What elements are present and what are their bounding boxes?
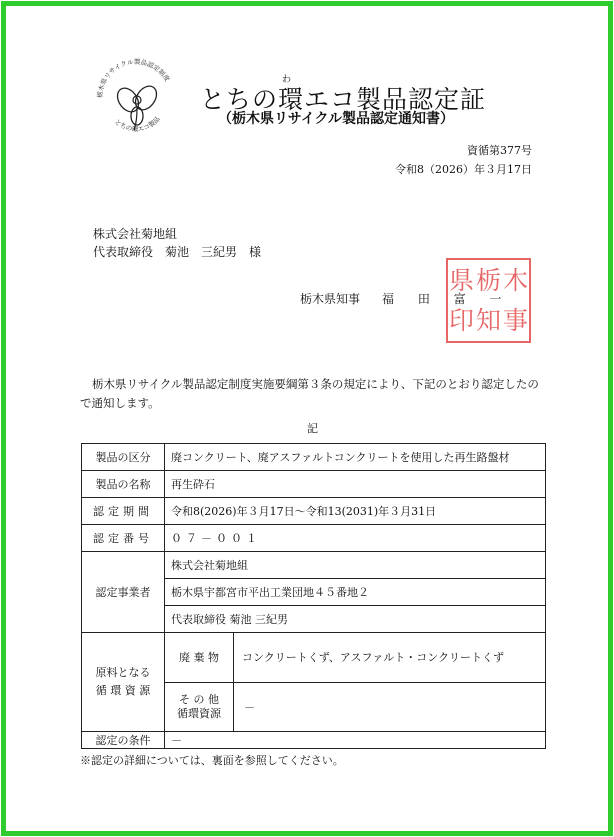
issuer-title: 栃木県知事 — [300, 292, 361, 306]
seal-char: 事 — [502, 306, 528, 336]
other-label-line: 循環資源 — [177, 706, 221, 720]
category-value: 廃コンクリート、廃アスファルトコンクリートを使用した再生路盤材 — [165, 444, 546, 471]
seal-char: 栃 — [475, 265, 501, 295]
table-row — [82, 444, 546, 471]
seal-char: 県 — [448, 265, 474, 295]
materials-subtable — [165, 633, 545, 731]
certificate-title: とちの環エコ製品認定証 — [200, 85, 487, 114]
title-ruby: わ — [282, 75, 292, 85]
conditions-label: 認定の条件 — [82, 732, 165, 749]
document-number: 資循第377号 — [467, 144, 532, 157]
other-resources-value: － — [244, 700, 255, 714]
waste-value: コンクリートくず、アスファルト・コンクリートくず — [234, 633, 546, 682]
ki-heading: 記 — [307, 422, 318, 435]
logo-text-top: 栃木県リサイクル製品認定制度 — [95, 57, 172, 99]
materials-label-line: 循 環 資 源 — [95, 684, 151, 697]
conditions-value: － — [165, 732, 546, 749]
seal-char: 木 — [502, 265, 528, 295]
number-label: 認定番号 — [82, 525, 165, 552]
number-value: ０７－００１ — [165, 525, 546, 552]
recipient-company: 株式会社菊地組 — [93, 227, 178, 241]
table-row — [82, 471, 546, 498]
table-row — [165, 633, 545, 682]
table-row — [165, 682, 545, 731]
certification-table — [81, 443, 546, 749]
table-row — [82, 732, 546, 749]
materials-detail — [165, 633, 546, 732]
product-name-label: 製品の名称 — [82, 471, 165, 498]
company-address: 栃木県宇都宮市平出工業団地４５番地２ — [165, 579, 546, 606]
materials-label-line: 原料となる — [95, 666, 151, 679]
company-representative: 代表取締役 菊池 三紀男 — [165, 606, 546, 633]
other-resources-label — [165, 682, 234, 731]
eco-product-logo — [90, 52, 182, 144]
svg-text:とちの環エコ製品 — [113, 114, 162, 133]
company-label: 認定事業者 — [82, 552, 165, 633]
waste-label: 廃 棄 物 — [165, 633, 234, 682]
seal-char: 知 — [475, 306, 501, 336]
seal-char: 印 — [448, 306, 474, 336]
issue-date: 令和8（2026）年３月17日 — [395, 163, 532, 176]
table-row — [82, 552, 546, 579]
official-seal — [446, 258, 531, 343]
issuer-name: 福 田 富 一 — [382, 292, 512, 306]
table-row — [82, 525, 546, 552]
category-label: 製品の区分 — [82, 444, 165, 471]
recipient-representative: 代表取締役 菊池 三紀男 様 — [93, 245, 262, 259]
logo-text-bottom: とちの環エコ製品 — [113, 115, 162, 134]
table-row — [82, 633, 546, 732]
company-name: 株式会社菊地組 — [165, 552, 546, 579]
period-label: 認定期間 — [82, 498, 165, 525]
certificate-subtitle: （栃木県リサイクル製品認定通知書） — [218, 111, 455, 127]
notice-body: 栃木県リサイクル製品認定制度実施要綱第３条の規定により、下記のとおり認定したので通知します。 — [80, 377, 539, 410]
period-value: 令和8(2026)年３月17日～令和13(2031)年３月31日 — [165, 498, 546, 525]
other-label-line: そ の 他 — [179, 692, 219, 706]
table-row — [82, 498, 546, 525]
materials-label — [82, 633, 165, 732]
footnote: ※認定の詳細については、裏面を参照してください。 — [80, 754, 344, 767]
product-name-value: 再生砕石 — [165, 471, 546, 498]
